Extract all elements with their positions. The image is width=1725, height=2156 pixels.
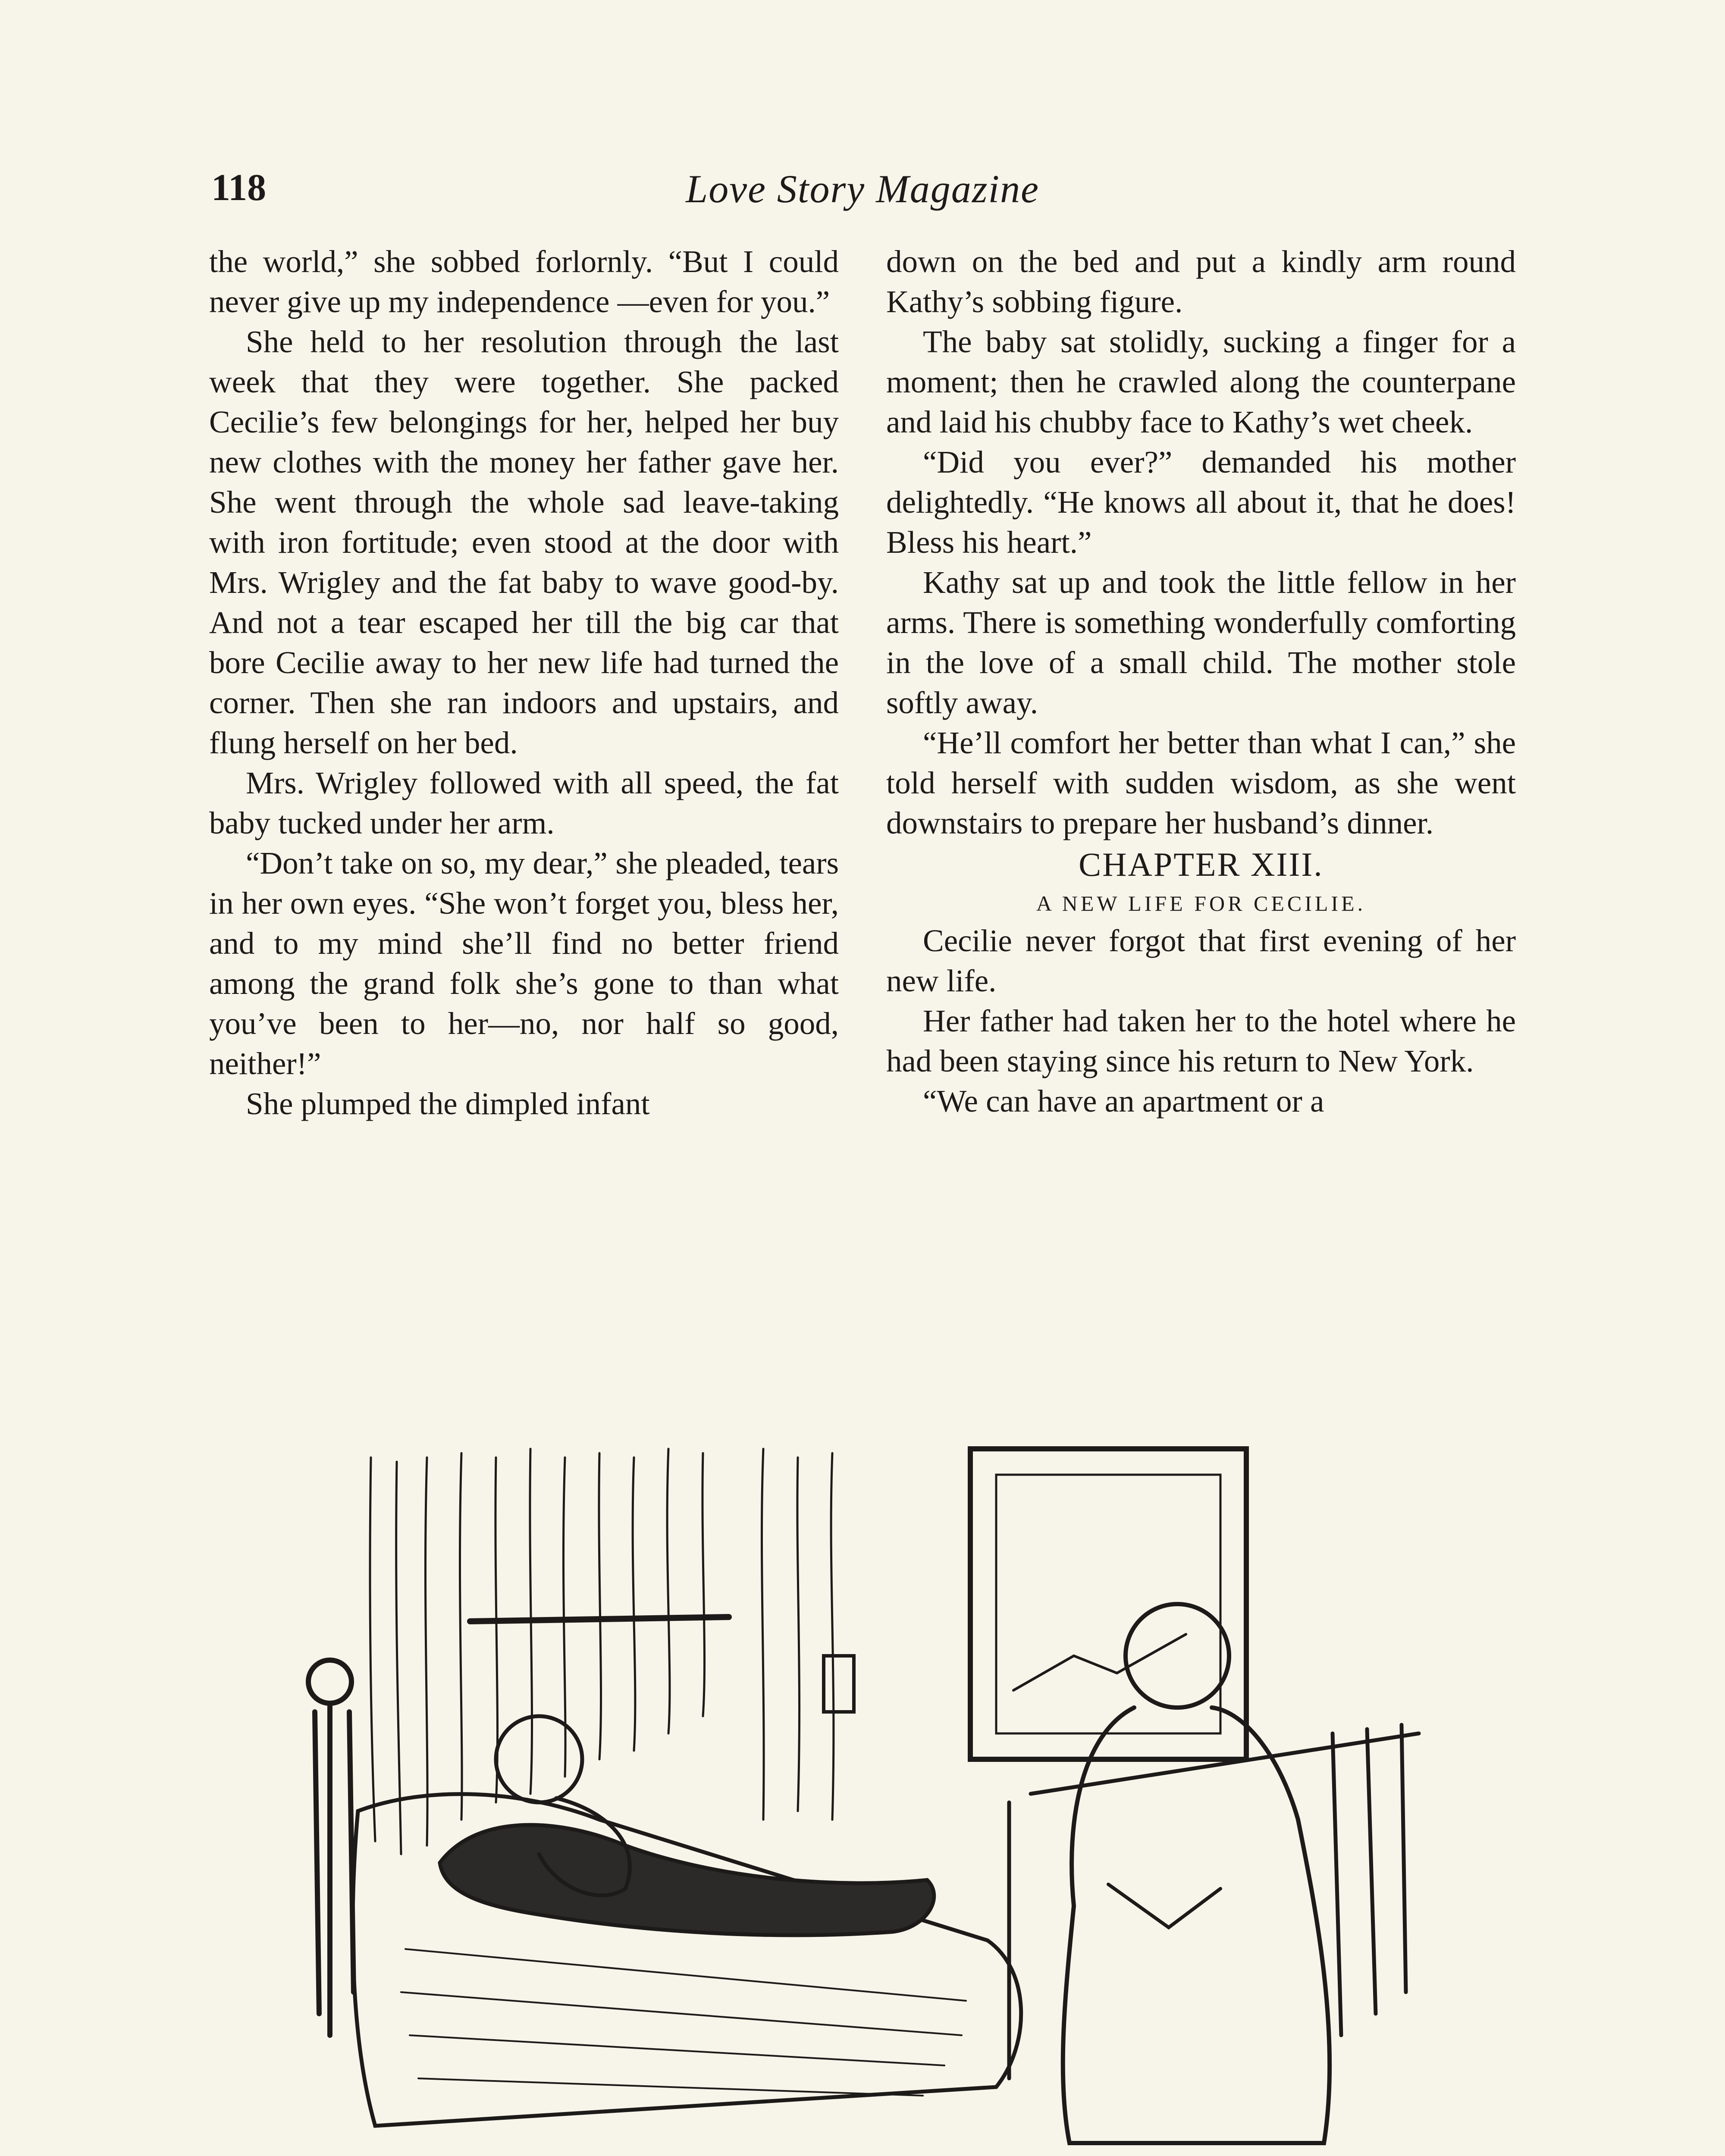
paragraph: “Don’t take on so, my dear,” she pleaded, tears in her own eyes. “She won’t forget you, bless her, and to my mind she’ll find no better friend among the grand folk she’s gone to than what you’ve been to her—no, nor half so good, neither!” [209, 846, 839, 1081]
seated-mother [1126, 1604, 1229, 1708]
paragraph: Kathy sat up and took the little fellow in her arms. There is something wonderfully comforting in the love of a small child. The mother stole softly away. [886, 565, 1516, 720]
picture-frame [970, 1449, 1246, 1759]
paragraph: Her father had taken her to the hotel where he had been staying since his return to New York. [886, 1003, 1516, 1078]
running-title: Love Story Magazine [686, 167, 1039, 211]
bed-frame [308, 1660, 354, 2035]
paragraph: Cecilie never forgot that first evening of her new life. [886, 923, 1516, 998]
paragraph: She plumped the dimpled infant [246, 1086, 650, 1121]
page-number: 118 [211, 167, 267, 209]
light-switch [824, 1656, 854, 1712]
paragraph: “Did you ever?” demanded his mother delightedly. “He knows all about it, that he does! Bless his heart.” [886, 445, 1516, 560]
chapter-heading: CHAPTER XIII. [1079, 846, 1324, 883]
bedroom-illustration [298, 1432, 1462, 2156]
paragraph: down on the bed and put a kindly arm round Kathy’s sobbing figure. [886, 244, 1516, 319]
paragraph: The baby sat stolidly, sucking a finger for a moment; then he crawled along the counterpane and laid his chubby face to Kathy’s wet cheek. [886, 324, 1516, 439]
paragraph: “We can have an apartment or a [923, 1084, 1324, 1119]
paragraph: Mrs. Wrigley followed with all speed, the fat baby tucked under her arm. [209, 765, 839, 840]
bed-blanket [353, 1794, 1021, 2126]
reclining-woman [440, 1825, 934, 1935]
baby [496, 1716, 582, 1802]
left-column [209, 241, 839, 1124]
chapter-subtitle: A NEW LIFE FOR CECILIE. [1036, 891, 1366, 915]
paragraph: She held to her resolution through the last week that they were together. She packed Cecilie’s few belongings for her, helped her buy new clothes with the money her father gave her. She went through the whole sad leave-taking with iron fortitude; even stood at the door with Mrs. Wrigley and the fat baby to wave good-by. And not a tear escaped her till the big car that bore Cecilie away to her new life had turned the corner. Then she ran indoors and upstairs, and flung herself on her bed. [209, 324, 839, 760]
paragraph: the world,” she sobbed forlornly. “But I could never give up my independence —even for you.” [209, 244, 839, 319]
paragraph: “He’ll comfort her better than what I can,” she told herself with sudden wisdom, as she went downstairs to prepare her husband’s dinner. [886, 725, 1516, 840]
right-column [886, 241, 1516, 1121]
